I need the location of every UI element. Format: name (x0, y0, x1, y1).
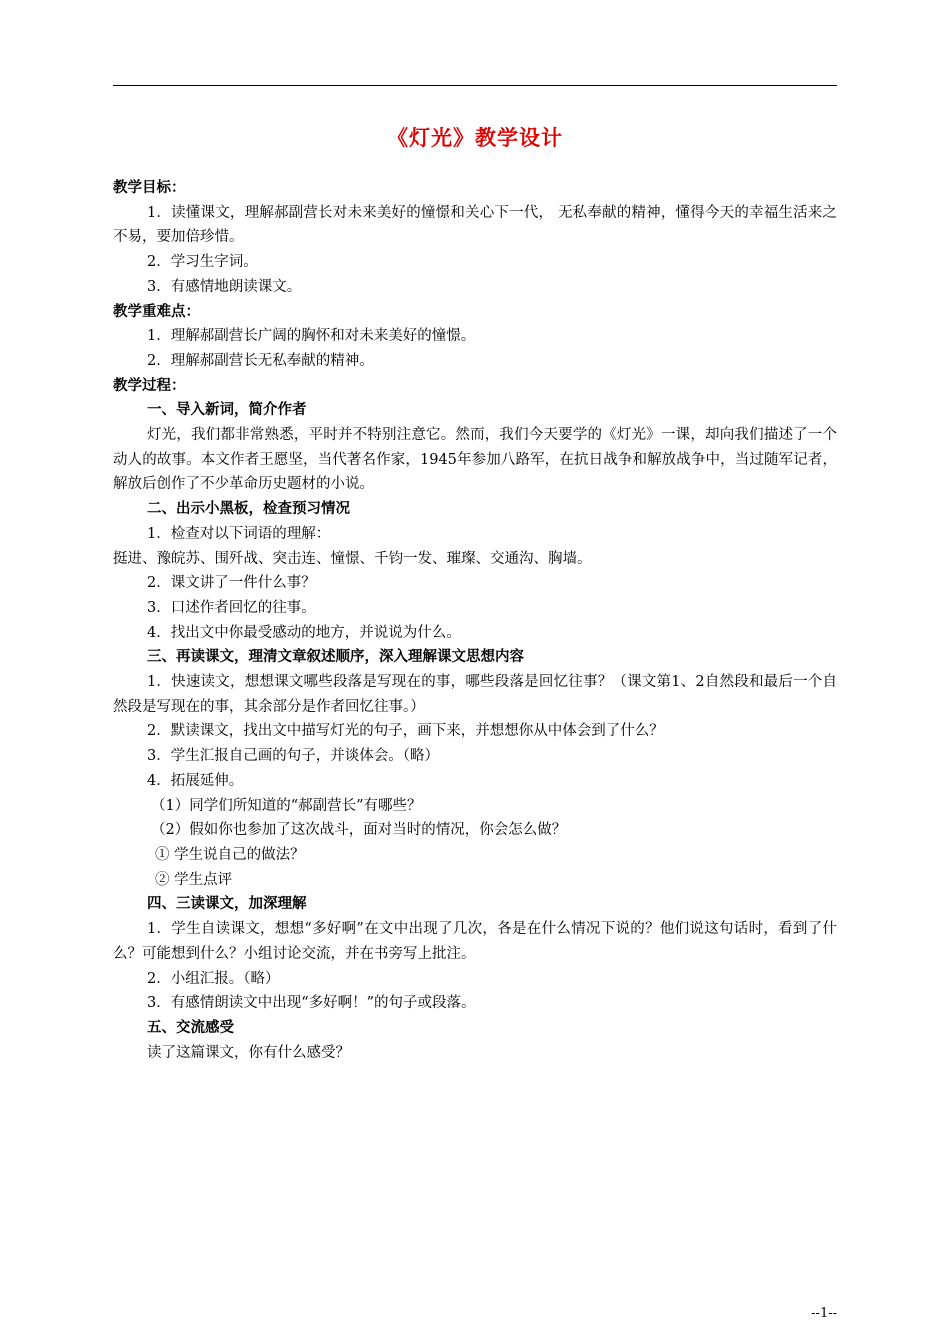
section-4-line: 1．学生自读课文，想想“多好啊”在文中出现了几次，各是在什么情况下说的？他们说这句话时，看到了什么？可能想到什么？小组讨论交流，并在书旁写上批注。 (113, 921, 837, 962)
objective-item: 2．学习生字词。 (147, 254, 258, 271)
section-2-line: 1．检查对以下词语的理解： (147, 525, 331, 542)
section-1-title: 一、导入新词，简介作者 (147, 402, 307, 419)
document-title: 《灯光》教学设计 (387, 126, 563, 150)
section-2-title: 二、出示小黑板，检查预习情况 (147, 501, 350, 518)
section-2-line: 4．找出文中你最受感动的地方，并说说为什么。 (147, 624, 461, 641)
section-4-line: 3．有感情朗读文中出现“多好啊！”的句子或段落。 (147, 995, 476, 1012)
key-points-heading: 教学重难点： (113, 303, 200, 320)
section-2-words: 挺进、豫皖苏、围歼战、突击连、憧憬、千钧一发、璀璨、交通沟、胸墙。 (113, 550, 592, 567)
section-3-line: 4．拓展延伸。 (147, 772, 244, 789)
section-5-line: 读了这篇课文，你有什么感受？ (147, 1044, 350, 1061)
objectives-heading: 教学目标： (113, 180, 186, 196)
page-number: --1-- (811, 1306, 837, 1321)
key-point-item: 2．理解郝副营长无私奉献的精神。 (147, 352, 374, 369)
section-3-title: 三、再读课文，理清文章叙述顺序，深入理解课文思想内容 (147, 649, 524, 666)
section-2-line: 3．口述作者回忆的往事。 (147, 599, 316, 616)
section-2-line: 2．课文讲了一件什么事？ (147, 575, 316, 592)
section-3-choice: ② 学生点评 (155, 871, 233, 888)
process-heading: 教学过程： (113, 377, 186, 394)
document-body (113, 176, 837, 1065)
section-3-line: 2．默读课文，找出文中描写灯光的句子，画下来，并想想你从中体会到了什么？ (147, 723, 664, 740)
section-3-choice: ① 学生说自己的做法？ (155, 846, 305, 863)
key-point-item: 1．理解郝副营长广阔的胸怀和对未来美好的憧憬。 (147, 328, 476, 345)
section-1-paragraph: 灯光，我们都非常熟悉，平时并不特别注意它。然而，我们今天要学的《灯光》一课，却向我们描述了一个动人的故事。本文作者王愿坚，当代著名作家，1945年参加八路军，在抗日战争和解放战争中，当过随军记者，解放后创作了不少革命历史题材的小说。 (113, 427, 837, 493)
section-4-line: 2．小组汇报。（略） (147, 970, 280, 987)
section-3-question: （1）同学们所知道的“郝副营长”有哪些？ (151, 797, 422, 814)
section-4-title: 四、三读课文，加深理解 (147, 896, 307, 913)
objective-item: 3．有感情地朗读课文。 (147, 278, 302, 295)
header-rule (113, 85, 837, 86)
section-3-line: 1．快速读文，想想课文哪些段落是写现在的事，哪些段落是回忆往事？（课文第1、2自然段和最后一个自然段是写现在的事，其余部分是作者回忆往事。） (113, 674, 837, 715)
section-5-title: 五、交流感受 (147, 1019, 234, 1036)
section-3-line: 3．学生汇报自己画的句子，并谈体会。（略） (147, 748, 439, 765)
section-3-question: （2）假如你也参加了这次战斗，面对当时的情况，你会怎么做？ (151, 822, 567, 839)
objective-item: 1．读懂课文，理解郝副营长对未来美好的憧憬和关心下一代， 无私奉献的精神，懂得今天的幸福生活来之不易，要加倍珍惜。 (113, 204, 837, 246)
